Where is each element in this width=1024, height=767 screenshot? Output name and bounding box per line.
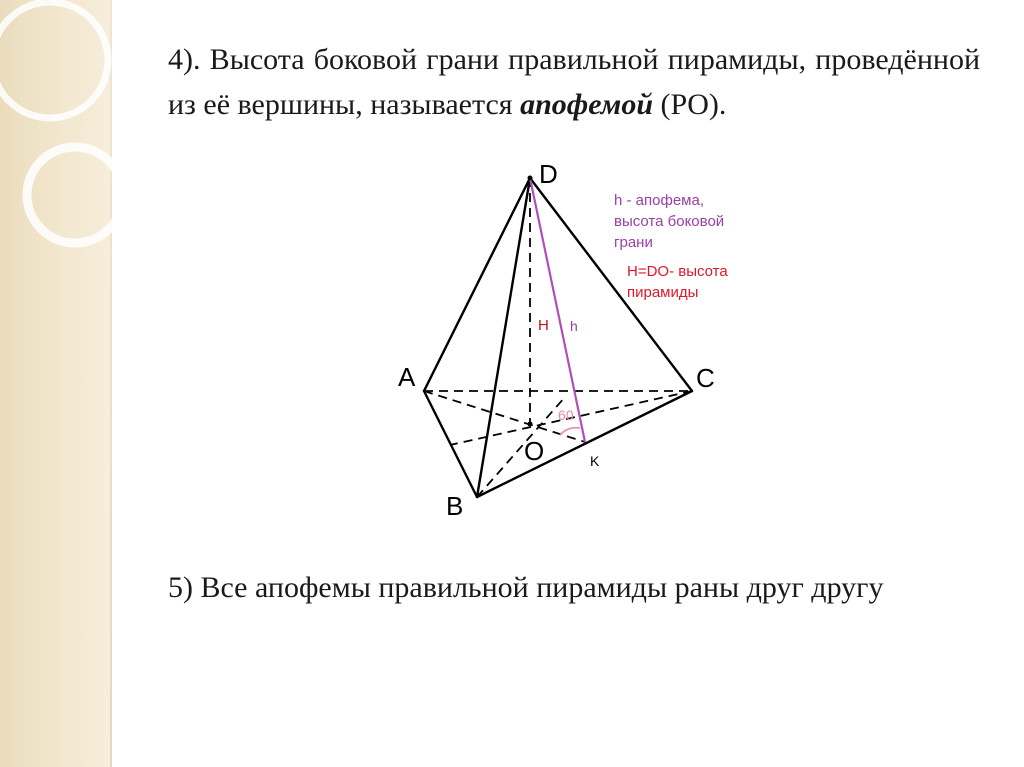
label-A: A [398, 362, 416, 392]
deco-ring-bottom [27, 147, 123, 243]
definition-lead: 4). Высота боковой грани правильной пирамиды, проведённой из её вершины, называется [168, 43, 980, 121]
note-apothem-line-1: h - апофема, [614, 192, 704, 209]
apothem-DK [530, 178, 585, 442]
edge-BC [477, 391, 692, 497]
pyramid-diagram [380, 150, 780, 520]
definition-tail: (PO). [660, 88, 727, 121]
note-height-line-2: пирамиды [627, 284, 699, 301]
deco-ring-top [0, 2, 108, 118]
label-D: D [539, 159, 558, 189]
definition-term: апофемой [520, 88, 654, 121]
label-K: K [590, 453, 600, 469]
label-apothem-h: h [570, 318, 578, 334]
label-B: B [446, 491, 464, 520]
edge-DB [477, 178, 530, 497]
note-apothem-line-2: высота боковой [614, 213, 725, 230]
paragraph-apothem-definition [168, 37, 980, 127]
label-C: C [696, 363, 715, 393]
edge-DA [424, 178, 530, 391]
label-O: O [524, 436, 545, 466]
label-angle-60: 60 [558, 407, 574, 423]
note-apothem-line-3: грани [614, 234, 653, 251]
paragraph-apothems-equal: 5) Все апофемы правильной пирамиды раны друг другу [168, 571, 884, 604]
point-D [528, 176, 533, 181]
angle-60-arc [560, 428, 580, 435]
note-height-line-1: H=DO- высота [627, 263, 728, 280]
decorative-rings [0, 0, 160, 260]
label-height-H: H [538, 317, 549, 334]
point-O [528, 422, 533, 427]
